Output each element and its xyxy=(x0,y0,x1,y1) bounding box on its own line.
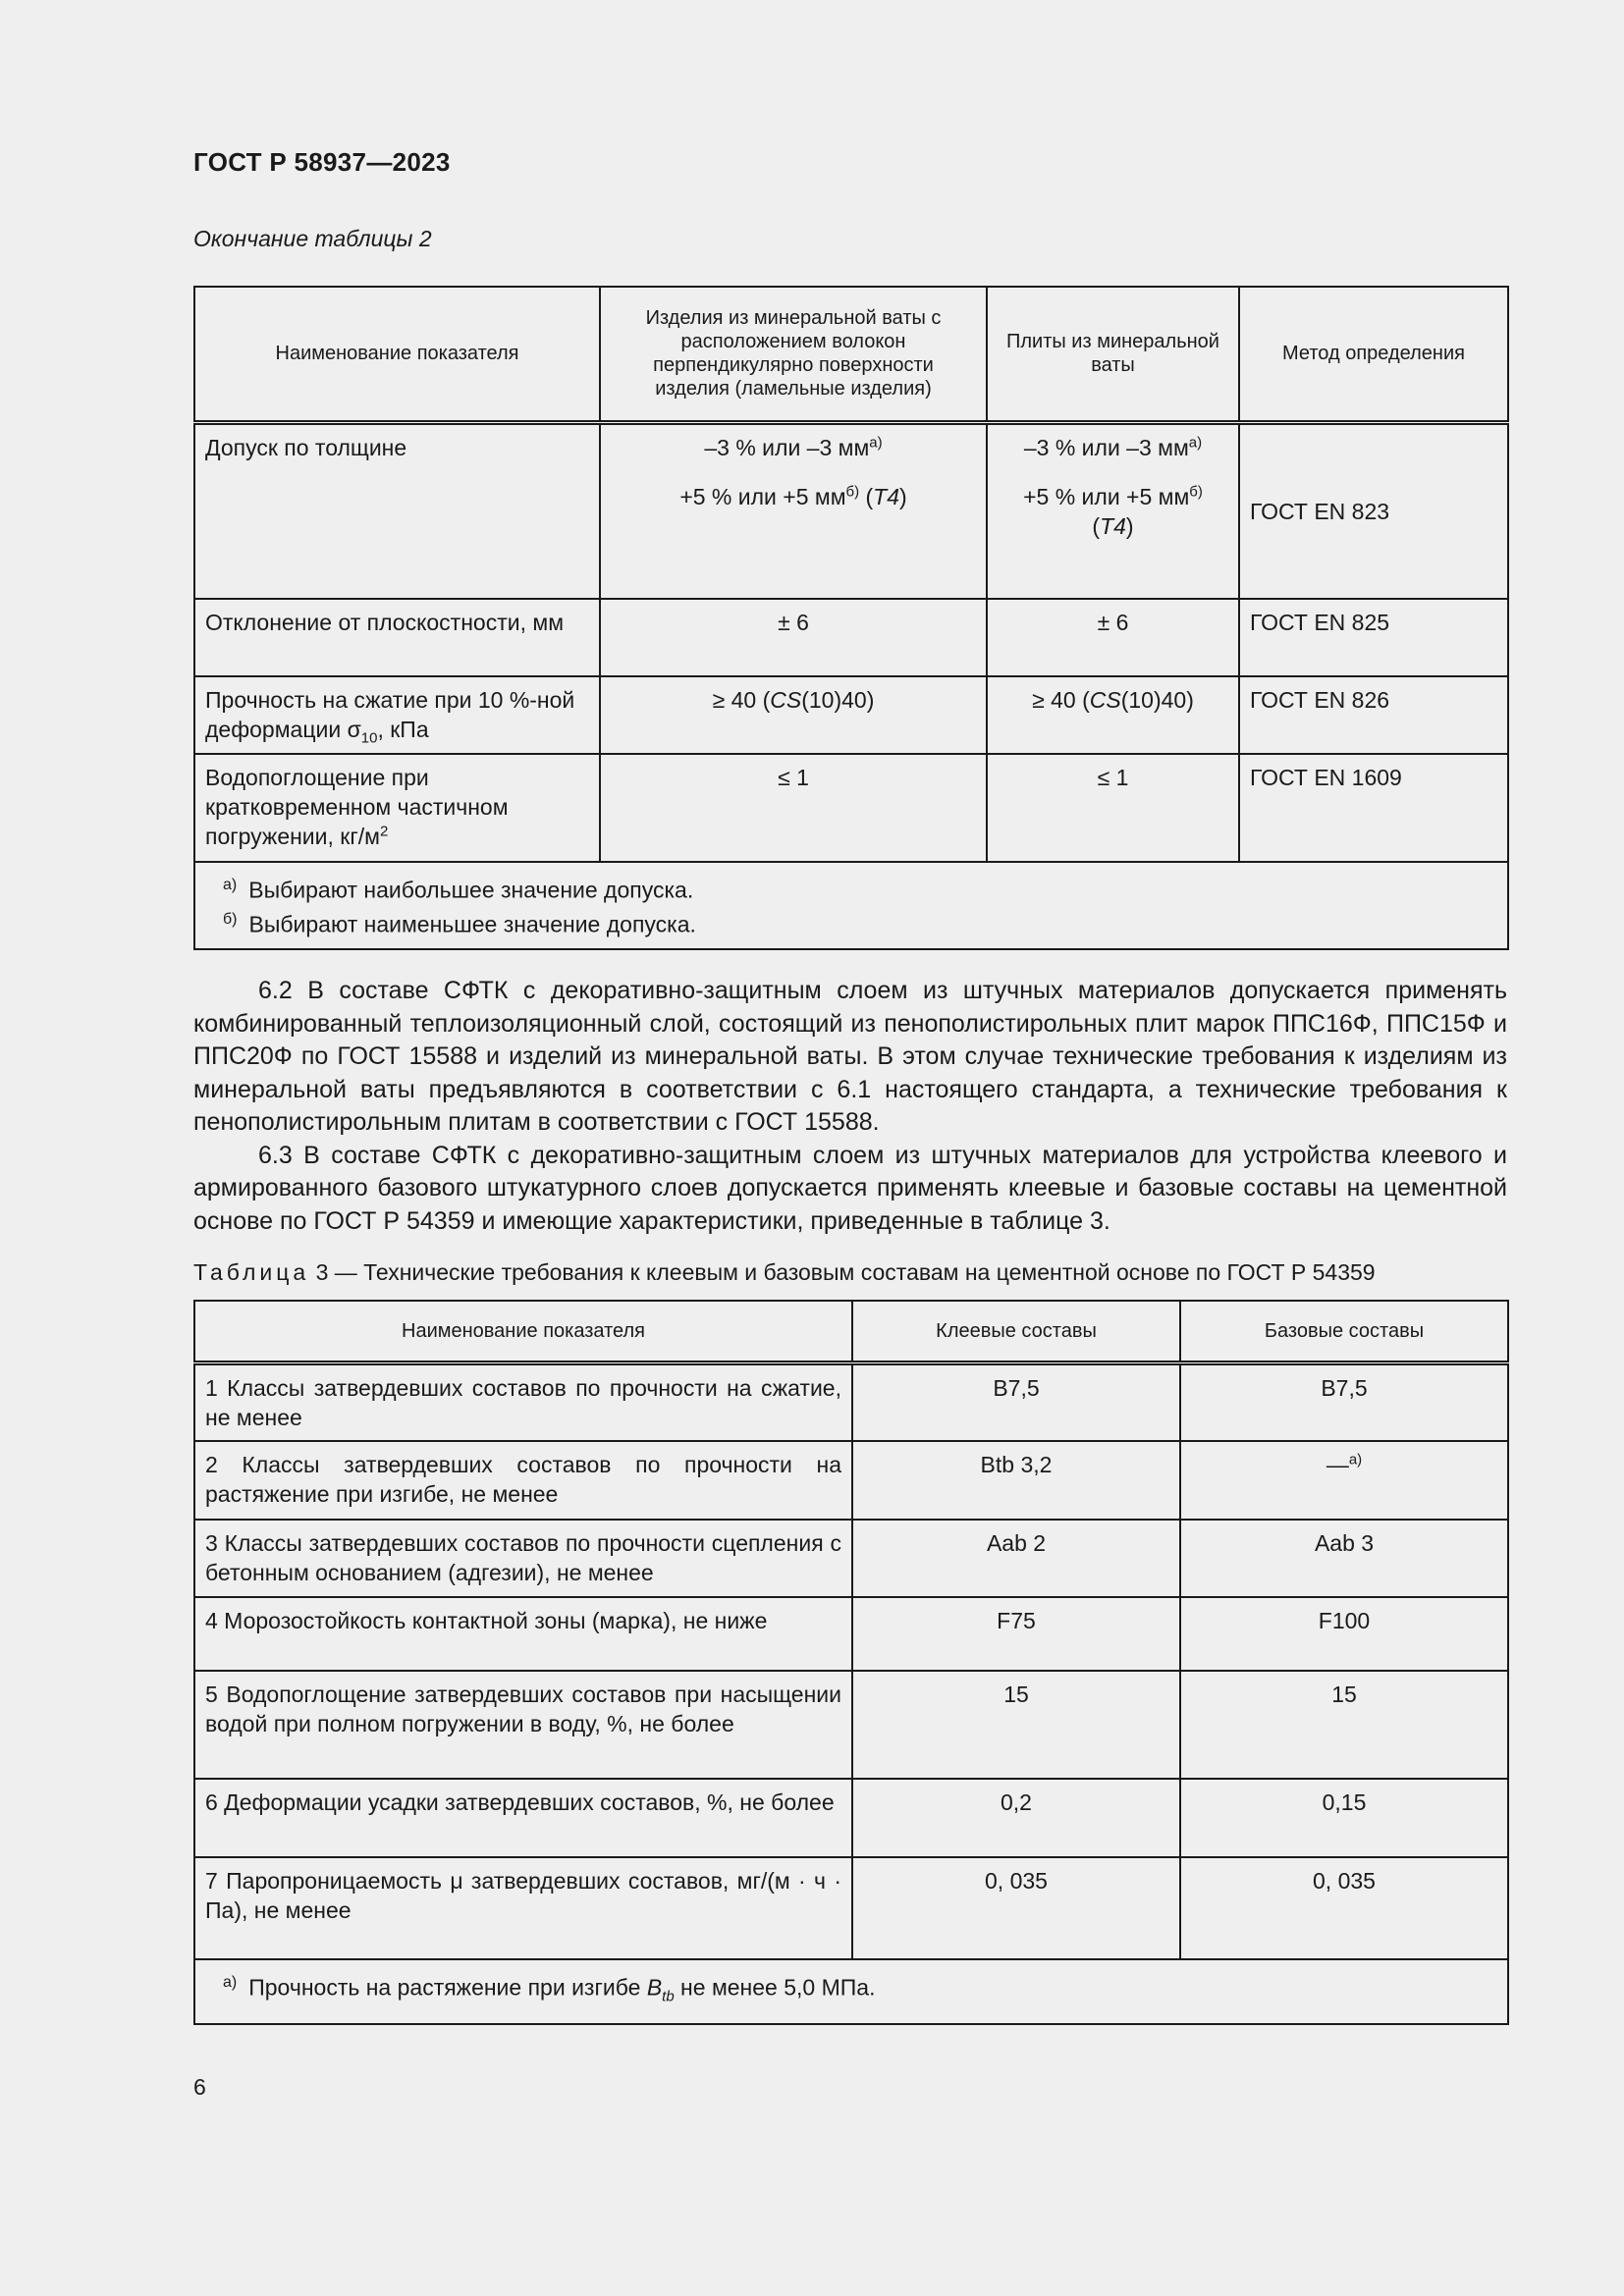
paragraph-6-2: 6.2 В составе СФТК с декоративно-защитным слоем из штучных материалов допускается применять комбинированный теплоизоляционный слой, состоящий из пенополистирольных плит марок ППС16Ф, ППС15Ф и ППС20Ф по ГОСТ 15588 и изделий из минеральной ваты. В этом случае технические требования к изделиям из минеральной ваты предъявляются в соответствии с 6.1 настоящего стандарта, а технические требования к пенополистирольным плитам в соответствии с ГОСТ 15588. xyxy=(193,977,1507,1136)
base-value: F100 xyxy=(1180,1597,1508,1671)
glue-value: 0, 035 xyxy=(852,1857,1180,1959)
indicator-name: Допуск по толщине xyxy=(194,422,600,599)
table-notes xyxy=(194,862,1508,949)
indicator-name: Прочность на сжатие при 10 %-ной деформации $\sigma_{10}$, кПа xyxy=(194,676,600,754)
lamella-value: ≤ 1 xyxy=(600,754,987,862)
table-header-row xyxy=(194,287,1508,422)
glue-value: Btb 3,2 xyxy=(852,1441,1180,1520)
column-header: Клеевые составы xyxy=(852,1301,1180,1362)
indicator-name: 7 Паропроницаемость μ затвердевших составов, мг/(м · ч · Па), не менее xyxy=(194,1857,852,1959)
table-continuation-caption: Окончание таблицы 2 xyxy=(193,226,432,251)
indicator-name: 1 Классы затвердевших составов по прочности на сжатие, не менее xyxy=(194,1362,852,1441)
footnote: $^{б)}$ Выбирают наименьшее значение допуска. xyxy=(223,910,696,937)
table-row xyxy=(194,1441,1508,1520)
glue-value: 15 xyxy=(852,1671,1180,1779)
footnote: $^{а)}$ Прочность на растяжение при изгибе $B_{tb}$ не менее 5,0 МПа. xyxy=(223,1974,876,2005)
indicator-name: Водопоглощение при кратковременном частичном погружении, $кг/м^2$ xyxy=(194,754,600,862)
indicator-name: 5 Водопоглощение затвердевших составов при насыщении водой при полном погружении в воду, %, не более xyxy=(194,1671,852,1779)
base-value: 0,15 xyxy=(1180,1779,1508,1857)
body-text xyxy=(193,975,1507,1238)
base-value: Aab 3 xyxy=(1180,1520,1508,1597)
base-value: 0, 035 xyxy=(1180,1857,1508,1959)
column-header: Плиты из минеральной ваты xyxy=(987,287,1239,422)
table-3 xyxy=(193,1300,1509,2025)
page-number: 6 xyxy=(193,2074,206,2100)
plates-value: ≥ 40 (CS(10)40) xyxy=(987,676,1239,754)
table-2 xyxy=(193,286,1509,950)
indicator-name: 2 Классы затвердевших составов по прочности на растяжение при изгибе, не менее xyxy=(194,1441,852,1520)
table-row xyxy=(194,1362,1508,1441)
glue-value: Aab 2 xyxy=(852,1520,1180,1597)
lamella-value: ≥ 40 (CS(10)40) xyxy=(600,676,987,754)
indicator-name: 3 Классы затвердевших составов по прочности сцепления с бетонным основанием (адгезии), не менее xyxy=(194,1520,852,1597)
table-3-caption: Таблица 3 — Технические требования к клеевым и базовым составам на цементной основе по ГОСТ Р 54359 xyxy=(193,1259,1376,1285)
base-value: —$^{а)}$ xyxy=(1180,1441,1508,1520)
table-row xyxy=(194,1671,1508,1779)
table-notes xyxy=(194,1959,1508,2024)
table-row xyxy=(194,1779,1508,1857)
method: ГОСТ EN 1609 xyxy=(1239,754,1508,862)
table-row xyxy=(194,422,1508,599)
glue-value: 0,2 xyxy=(852,1779,1180,1857)
footnote: $^{а)}$ Выбирают наибольшее значение допуска. xyxy=(223,877,694,903)
table-row xyxy=(194,1520,1508,1597)
table-row xyxy=(194,754,1508,862)
table-row xyxy=(194,1597,1508,1671)
table-row xyxy=(194,1857,1508,1959)
method: ГОСТ EN 826 xyxy=(1239,676,1508,754)
plates-value: ≤ 1 xyxy=(987,754,1239,862)
glue-value: B7,5 xyxy=(852,1362,1180,1441)
method: ГОСТ EN 825 xyxy=(1239,599,1508,676)
lamella-value: –3 % или –3 $мм^{а)}$ +5 % или +5 $мм^{б)}$ (T4) xyxy=(600,422,987,599)
plates-value: ± 6 xyxy=(987,599,1239,676)
lamella-value: ± 6 xyxy=(600,599,987,676)
column-header: Изделия из минеральной ваты с расположением волокон перпендикулярно поверхности изделия (ламельные изделия) xyxy=(600,287,987,422)
plates-value: –3 % или –3 $мм^{а)}$ +5 % или +5 $мм^{б)}$ (T4) xyxy=(987,422,1239,599)
glue-value: F75 xyxy=(852,1597,1180,1671)
table-header-row xyxy=(194,1301,1508,1362)
paragraph-6-3: 6.3 В составе СФТК с декоративно-защитным слоем из штучных материалов для устройства клеевого и армированного базового штукатурного слоев допускается применять клеевые и базовые составы на цементной основе по ГОСТ Р 54359 и имеющие характеристики, приведенные в таблице 3. xyxy=(193,1141,1507,1235)
indicator-name: Отклонение от плоскостности, мм xyxy=(194,599,600,676)
table-row xyxy=(194,676,1508,754)
base-value: 15 xyxy=(1180,1671,1508,1779)
column-header: Метод определения xyxy=(1239,287,1508,422)
column-header: Наименование показателя xyxy=(194,287,600,422)
method: ГОСТ EN 823 xyxy=(1239,422,1508,599)
column-header: Базовые составы xyxy=(1180,1301,1508,1362)
base-value: B7,5 xyxy=(1180,1362,1508,1441)
indicator-name: 4 Морозостойкость контактной зоны (марка), не ниже xyxy=(194,1597,852,1671)
indicator-name: 6 Деформации усадки затвердевших составов, %, не более xyxy=(194,1779,852,1857)
standard-code: ГОСТ Р 58937—2023 xyxy=(193,147,451,177)
table-row xyxy=(194,599,1508,676)
column-header: Наименование показателя xyxy=(194,1301,852,1362)
